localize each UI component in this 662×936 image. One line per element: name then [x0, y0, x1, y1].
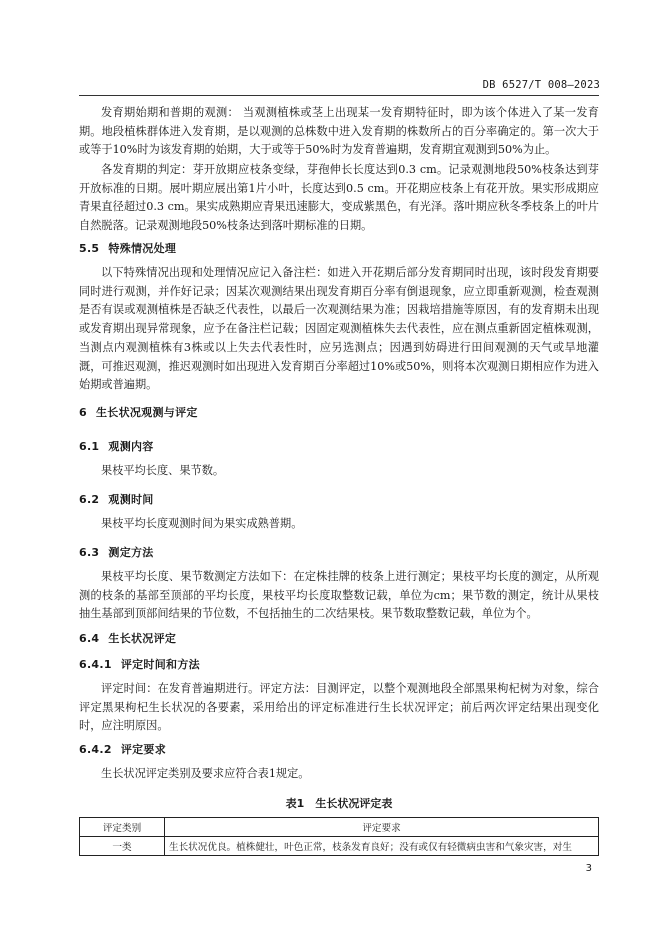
- section-number: 6.4.2: [79, 743, 112, 756]
- document-code: DB 6527/T 008—2023: [482, 79, 600, 91]
- page-number: 3: [585, 863, 592, 874]
- growth-evaluation-table: [79, 817, 599, 856]
- section-6-3-heading: [79, 544, 154, 560]
- section-5-5-heading: [79, 240, 176, 256]
- section-number: 6.2: [79, 493, 100, 506]
- table-cell-category: 一类: [80, 837, 165, 856]
- table-1-title: 表1 生长状况评定表: [285, 797, 393, 810]
- evaluation-method-paragraph: 评定时间：在发育普遍期进行。评定方法：目测评定，以整个观测地段全部黑果枸杞树为对象，综合评定黑果枸杞生长状况的各要素，采用给出的评定标准进行生长状况评定；前后两次评定结果出现变化时，应注明原因。: [79, 682, 599, 733]
- phenology-judgement-paragraph: 各发育期的判定：芽开放期应枝条变绿，芽孢伸长长度达到0.3 cm。记录观测地段50%枝条达到芽开放标准的日期。展叶期应展出第1片小叶，长度达到0.5 cm。开花期应枝条上有花开放。果实形成期应青果直径超过0.3 cm。果实成熟期应青果迅速膨大，变成紫黑色，有光泽。落叶期应秋冬季枝条上的叶片自然脱落。记录观测地段50%枝条达到落叶期标准的日期。: [79, 163, 599, 233]
- section-number: 6.4.1: [79, 658, 112, 671]
- section-title: 生长状况观测与评定: [95, 406, 198, 419]
- table-header-row: [80, 818, 599, 837]
- section-6-1-heading: [79, 438, 154, 454]
- section-title: 观测内容: [108, 440, 154, 453]
- section-title: 测定方法: [108, 546, 154, 559]
- section-title: 评定时间和方法: [120, 658, 200, 671]
- table-row: [80, 837, 599, 856]
- header-divider: [79, 95, 599, 96]
- section-title: 评定要求: [120, 743, 167, 756]
- section-number: 6.1: [79, 440, 100, 453]
- observation-content-paragraph: 果枝平均长度、果节数。: [101, 464, 225, 477]
- section-title: 观测时间: [108, 493, 154, 506]
- phenology-observation-paragraph: 发育期始期和普期的观测： 当观测植株或茎上出现某一发育期特征时，即为该个体进入了某一发育期。地段植株群体进入发育期，是以观测的总株数中进入发育期的株数所占的百分率确定的。第一次大于或等于10%时为该发育期的始期，大于或等于50%时为发育普遍期，发育期宜观测到50%为止。: [79, 106, 599, 157]
- evaluation-requirement-paragraph: 生长状况评定类别及要求应符合表1规定。: [101, 767, 310, 780]
- measurement-method-paragraph: 果枝平均长度、果节数测定方法如下：在定株挂牌的枝条上进行测定；果枝平均长度的测定，从所观测的枝条的基部至顶部的平均长度，果枝平均长度取整数记载，单位为cm；果节数的测定，统计从果枝抽生基部到顶部间结果的节位数，不包括抽生的二次结果枝。果节数取整数记载，单位为个。: [79, 570, 599, 621]
- section-6-2-heading: [79, 491, 154, 507]
- section-title: 生长状况评定: [108, 632, 177, 645]
- section-number: 6.3: [79, 546, 100, 559]
- observation-time-paragraph: 果枝平均长度观测时间为果实成熟普期。: [101, 517, 303, 530]
- section-6-heading: [79, 404, 198, 420]
- section-number: 6: [79, 406, 87, 419]
- section-number: 6.4: [79, 632, 100, 645]
- section-title: 特殊情况处理: [108, 242, 177, 255]
- section-6-4-1-heading: [79, 656, 200, 672]
- table-header-requirement: 评定要求: [165, 818, 599, 837]
- special-cases-paragraph: 以下特殊情况出现和处理情况应记入备注栏：如进入开花期后部分发育期同时出现，该时段发育期要同时进行观测，并作好记录；因某次观测结果出现发育期百分率有倒退现象，应立即重新观测，检查观测是否有误或观测植株是否缺乏代表性，以最后一次观测结果为准；因栽培措施等原因，有的发育期未出现或发育期出现异常现象，应予在备注栏记载；因固定观测植株失去代表性，应在测点重新固定植株观测，当测点内观测植株有3株或以上失去代表性时，应另选测点；因遇到妨碍进行田间观测的天气或旱地灌溉，可推迟观测，推迟观测时如出现进入发育期百分率超过10%或50%，则将本次观测日期相应作为进入始期或普遍期。: [79, 266, 599, 392]
- section-6-4-2-heading: [79, 741, 166, 757]
- section-number: 5.5: [79, 242, 100, 255]
- table-header-category: 评定类别: [80, 818, 165, 837]
- table-cell-requirement: 生长状况优良。植株健壮，叶色正常，枝条发育良好；没有或仅有轻微病虫害和气象灾害，对生: [165, 837, 599, 856]
- section-6-4-heading: [79, 630, 176, 646]
